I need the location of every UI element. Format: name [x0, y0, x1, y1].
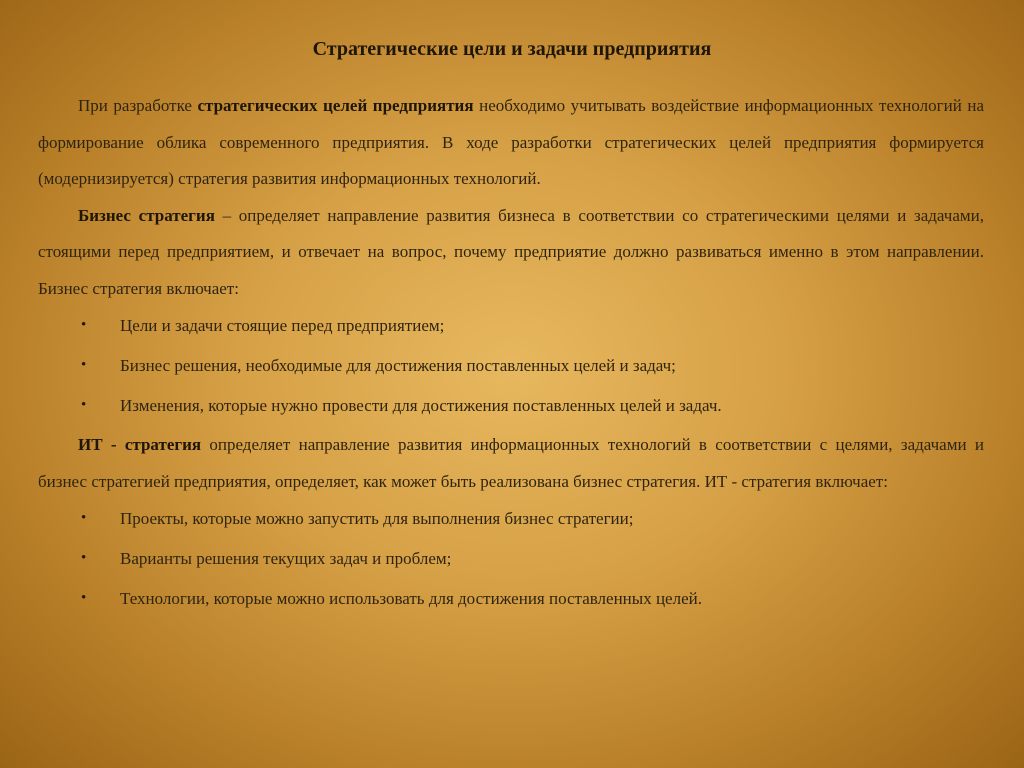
it-paragraph [38, 427, 984, 500]
bullet-icon: • [81, 317, 87, 333]
intro-paragraph [38, 88, 984, 198]
it-term: ИТ - стратегия [78, 435, 202, 454]
intro-bold-term: стратегических целей предприятия [197, 96, 474, 115]
bullet-icon: • [81, 397, 87, 413]
list-item [38, 580, 984, 620]
intro-rest: необходимо учитывать воздействие информационных технологий на формирование облика современного предприятия. В ходе разработки стратегических целей предприятия формируется (модернизируется) стратегия развития информационных технологий. [38, 96, 985, 188]
slide-title: Стратегические цели и задачи предприятия [312, 38, 712, 60]
list-item-text: Бизнес решения, необходимые для достижения поставленных целей и задач; [120, 356, 676, 375]
bullet-icon: • [81, 550, 87, 566]
list-item-text: Изменения, которые нужно провести для достижения поставленных целей и задач. [120, 396, 722, 415]
business-bullet-list [38, 307, 984, 427]
business-paragraph [38, 198, 984, 308]
list-item-text: Технологии, которые можно использовать для достижения поставленных целей. [120, 589, 702, 608]
slide-body [38, 88, 984, 620]
list-item [38, 500, 984, 540]
intro-lead: При разработке [78, 96, 198, 115]
it-definition: определяет направление развития информационных технологий в соответствии с целями, задачами и бизнес стратегией предприятия, определяет, как может быть реализована бизнес стратегия. ИТ - стратегия включает: [38, 435, 984, 491]
business-definition: – определяет направление развития бизнеса в соответствии со стратегическими целями и задачами, стоящими перед предприятием, и отвечает на вопрос, почему предприятие должно развиваться именно в этом направлении. Бизнес стратегия включает: [38, 205, 984, 298]
list-item [38, 347, 984, 387]
list-item [38, 540, 984, 580]
bullet-icon: • [81, 510, 87, 526]
list-item-text: Варианты решения текущих задач и проблем; [120, 549, 452, 568]
it-bullet-list [38, 500, 984, 620]
list-item [38, 387, 984, 427]
list-item [38, 307, 984, 347]
business-term: Бизнес стратегия [78, 205, 215, 225]
bullet-icon: • [81, 590, 87, 606]
list-item-text: Проекты, которые можно запустить для выполнения бизнес стратегии; [120, 509, 634, 528]
list-item-text: Цели и задачи стоящие перед предприятием; [120, 316, 445, 335]
bullet-icon: • [81, 357, 87, 373]
